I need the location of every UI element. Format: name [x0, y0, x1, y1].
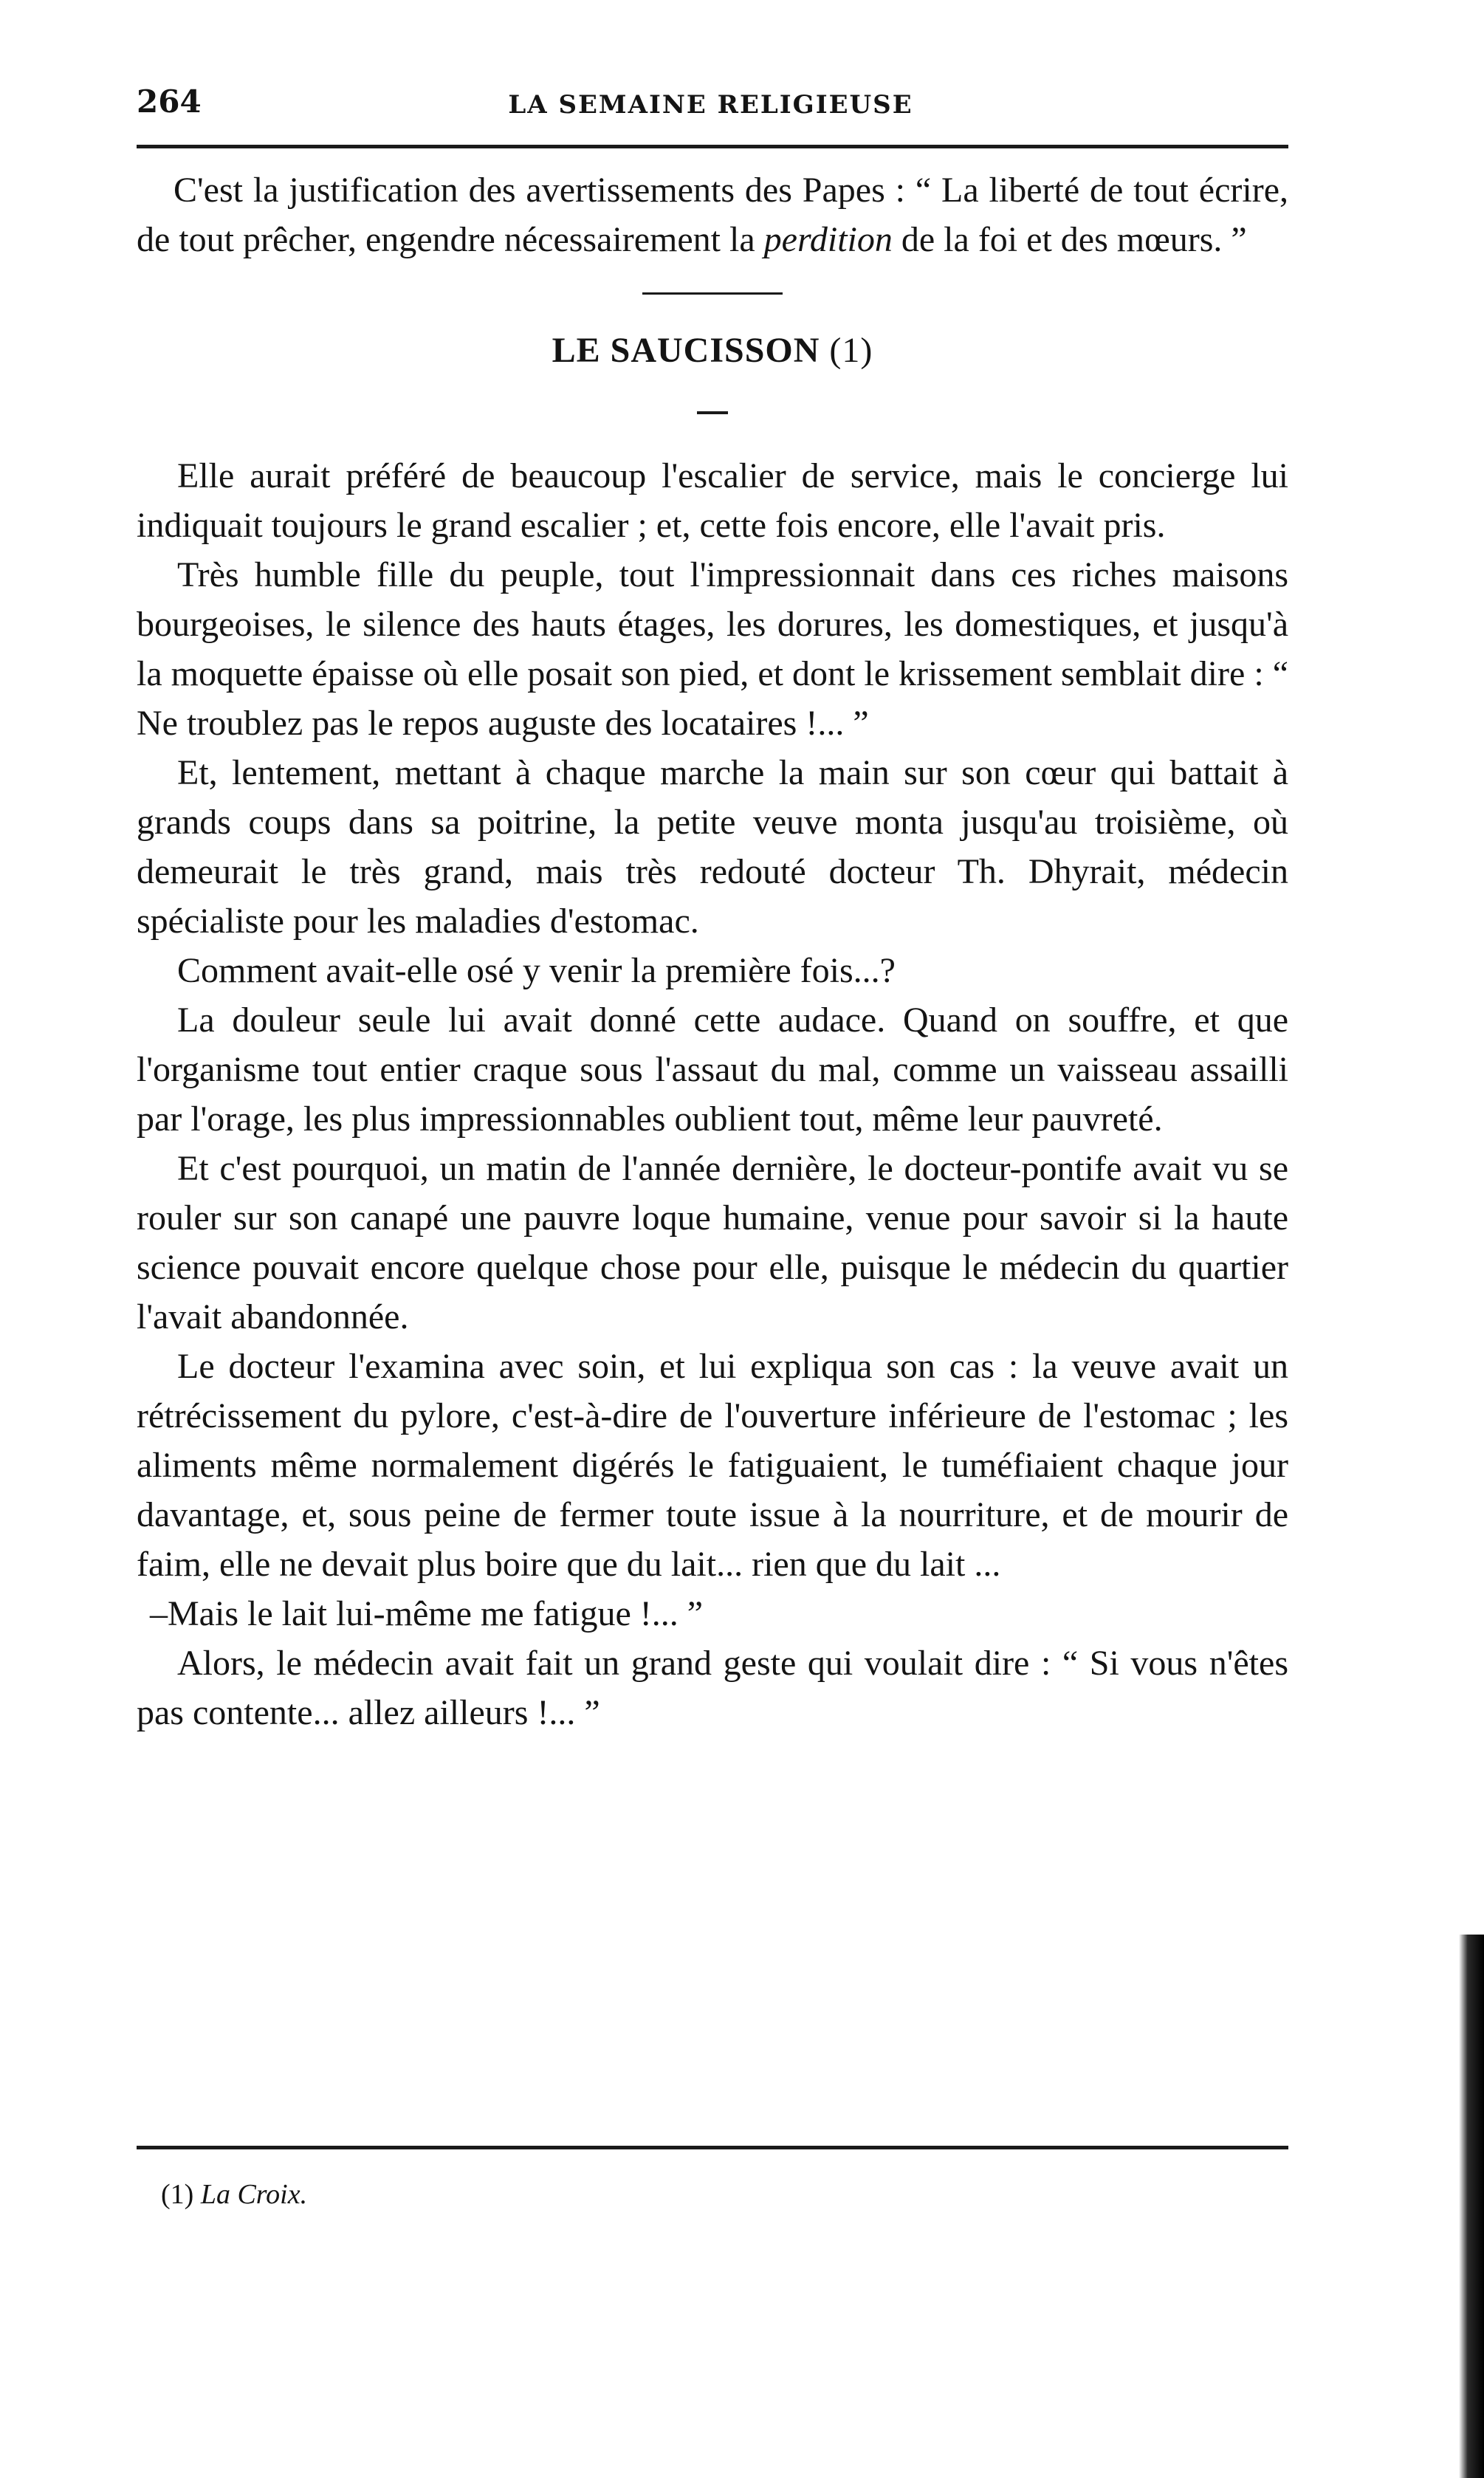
scan-edge-shadow [1459, 1935, 1484, 2478]
paragraph-dialogue: –Mais le lait lui-même me fatigue !... ” [150, 1594, 704, 1633]
section-divider [642, 292, 783, 295]
running-head: LA SEMAINE RELIGIEUSE [508, 90, 913, 120]
footnote-reference: (1) [829, 331, 873, 370]
page-number: 264 [137, 83, 202, 120]
footnote-source: La Croix. [200, 2179, 308, 2210]
footnote-rule [137, 2146, 1288, 2149]
article-title [137, 329, 1288, 373]
intro-text-after: de la foi et des mœurs. ” [892, 220, 1247, 259]
paragraph: Et c'est pourquoi, un matin de l'année dernière, le docteur-pontife avait vu se rouler sur son canapé une pauvre loque humaine, venue pour savoir si la haute science pouvait encore quelque chose pour elle, puisque le médecin du quartier l'avait abandonnée. [137, 1149, 1288, 1336]
paragraph: La douleur seule lui avait donné cette audace. Quand on souffre, et que l'organisme tout entier craque sous l'assaut du mal, comme un vaisseau assailli par l'orage, les plus impressionnables oublient tout, même leur pauvreté. [137, 1001, 1288, 1139]
intro-emphasis: perdition [763, 220, 893, 259]
paragraph: Le docteur l'examina avec soin, et lui expliqua son cas : la veuve avait un rétrécissement du pylore, c'est-à-dire de l'ouverture inférieure de l'estomac ; les aliments même normalement digérés le fatiguaient, le tuméfiaient chaque jour davantage, et, sous peine de fermer toute issue à la nourriture, et de mourir de faim, elle ne devait plus boire que du lait... rien que du lait ... [137, 1347, 1288, 1584]
title-dash [697, 411, 728, 414]
paragraph: Très humble fille du peuple, tout l'impressionnait dans ces riches maisons bourgeoises, le silence des hauts étages, les dorures, les domestiques, et jusqu'à la moquette épaisse où elle posait son pied, et dont le krissement semblait dire : “ Ne troublez pas le repos auguste des locataires !... ” [137, 555, 1288, 743]
footnote [161, 2174, 307, 2215]
paragraph: Alors, le médecin avait fait un grand geste qui voulait dire : “ Si vous n'êtes pas contente... allez ailleurs !... ” [137, 1644, 1288, 1732]
paragraph: Et, lentement, mettant à chaque marche la main sur son cœur qui battait à grands coups dans sa poitrine, la petite veuve monta jusqu'au troisième, où demeurait le très grand, mais très redouté docteur Th. Dhyrait, médecin spécialiste pour les maladies d'estomac. [137, 753, 1288, 941]
footnote-marker: (1) [161, 2179, 194, 2210]
page-header [137, 80, 1285, 131]
article-title-text: LE SAUCISSON [552, 331, 820, 370]
paragraph: Elle aurait préféré de beaucoup l'escalier de service, mais le concierge lui indiquait toujours le grand escalier ; et, cette fois encore, elle l'avait pris. [137, 456, 1288, 545]
header-rule [137, 145, 1288, 148]
intro-paragraph [137, 165, 1288, 264]
intro-text-before: C'est la justification des avertissements des Papes : “ La liberté de tout écrire, de tout prêcher, engendre nécessairement la [137, 171, 1288, 259]
paragraph: Comment avait-elle osé y venir la première fois...? [177, 951, 896, 990]
body-text [137, 165, 1288, 1737]
